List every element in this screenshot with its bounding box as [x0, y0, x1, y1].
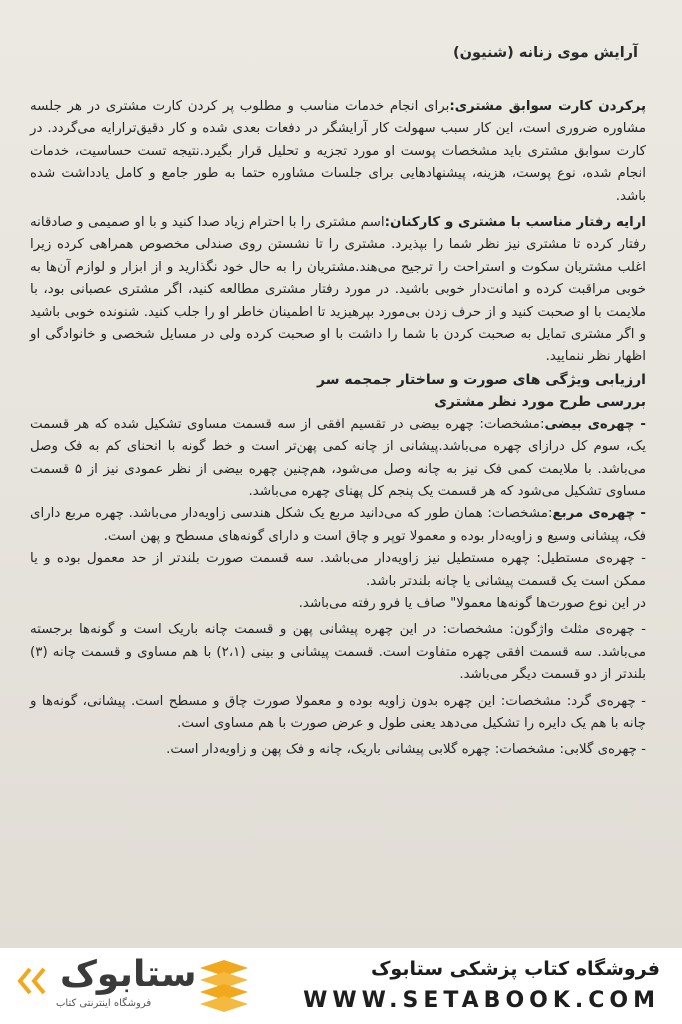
paragraph-rectangle-face: - چهره‌ی مستطیل: چهره مستطیل نیز زاویه‌دار می‌باشد. سه قسمت صورت بلندتر از حد معمول بوده و یا ممکن است یک قسمت پیشانی یا چانه بلندتر باشد.	[30, 551, 646, 589]
logo-wordmark: ستابوک	[60, 954, 197, 995]
paragraph-heading: - چهره‌ی بیضی	[544, 416, 646, 432]
section-heading-customer-design: بررسی طرح مورد نظر مشتری	[434, 394, 646, 411]
setabook-logo[interactable]	[16, 954, 276, 1018]
paragraph-text: برای انجام خدمات مناسب و مطلوب پر کردن کارت مشتری در هر جلسه مشاوره ضروری است، این کار سبب سهولت کار آرایشگر در دفعات بعدی شده و کار دقیق‌ترارایه می‌گردد. در کارت سوابق مشتری باید مشخصات پوست او مورد تجزیه و تحلیل قرار بگیرد.نتیجه تست حساسیت، خدمات انجام شده، نوع پوست، هزینه، پیشنهادهایی برای جلسات مشاوره حتما به طور جامع و کامل یادداشت شده باشد.	[30, 99, 646, 204]
page-title: آرایش موی زنانه (شنیون)	[452, 45, 638, 61]
book-stack-icon	[196, 958, 252, 1014]
paragraph-square-face	[30, 503, 646, 548]
paragraph-round-face: - چهره‌ی گرد: مشخصات: این چهره بدون زاویه بوده و معمولا صورت چاق و مسطح است. پیشانی، گونه‌ها و چانه با هم یک دایره را تشکیل می‌دهد یعنی طول و عرض صورت با هم مساوی است.	[30, 693, 646, 731]
paragraph-heading: ارایه رفتار مناسب با مشتری و کارکنان:	[384, 215, 646, 231]
paragraph-heading: پرکردن کارت سوابق مشتری:	[449, 99, 646, 114]
page-body	[30, 96, 646, 762]
paragraph-oval-face	[30, 414, 646, 504]
store-url-link[interactable]: WWW.SETABOOK.COM	[303, 988, 660, 1013]
section-heading-face-features: ارزیابی ویژگی های صورت و ساختار جمجمه سر	[317, 371, 646, 388]
paragraph-customer-behavior	[30, 212, 646, 369]
store-footer-banner	[0, 948, 682, 1024]
paragraph-triangle-face: - چهره‌ی مثلث واژگون: مشخصات: در این چهره پیشانی پهن و قسمت چانه باریک است و گونه‌ها برجسته می‌باشد. سه قسمت افقی چهره متفاوت است. قسمت پیشانی و بینی (۲،۱) با هم مساوی و قسمت چانه (۳) بلندتر از دو قسمت دیگر می‌باشد.	[30, 622, 646, 683]
logo-subtitle: فروشگاه اینترنتی کتاب	[56, 998, 152, 1009]
paragraph-text: :مشخصات: همان طور که می‌دانید مربع یک شکل هندسی زاویه‌دار می‌باشد. چهره مربع دارای فک، پیشانی وسیع و زاویه‌دار بوده و معمولا توپر و چاق است و دارای گونه‌های مسطح و پهن است.	[30, 506, 646, 544]
paragraph-text: اسم مشتری را با احترام زیاد صدا کنید و با او صمیمی و صادقانه رفتار کرده تا مشتری نیز نظر شما را بپذیرد. مشتری را تا نشستن روی صندلی مخصوص همراهی کرده زیرا اغلب مشتریان سکوت و استراحت را ترجیح می‌هند.مشتریان را به حال خود نگذارید و از ابزار و لوازم آن‌ها به خوبی مراقبت کرده و امانت‌دار خوبی باشید. در مورد رفتار مشتری مطالعه کنید، اگر مشتری عصبانی بود، با ملایمت با او صحبت کنید و از حرف زدن بی‌مورد بپرهیزید تا اطمینان خاطر او را جلب کنید. شنونده خوبی باشید و اگر مشتری تمایل به صحبت کردن با شما را داشت با او صحبت کرده ولی در مسایل شخصی و خانوادگی او اظهار نظر ننمایید.	[30, 215, 646, 365]
paragraph-customer-records	[30, 96, 646, 208]
paragraph-pear-face: - چهره‌ی گلابی: مشخصات: چهره گلابی پیشانی باریک، چانه و فک پهن و زاویه‌دار است.	[166, 742, 646, 758]
paragraph-heading: - چهره‌ی مربع	[552, 506, 646, 522]
paragraph-rectangle-note: در این نوع صورت‌ها گونه‌ها معمولا" صاف یا فرو رفته می‌باشد.	[298, 595, 646, 611]
chevrons-icon	[16, 966, 50, 996]
paragraph-text: :مشخصات: چهره بیضی در تقسیم افقی از سه قسمت مساوی تشکیل شده که هر قسمت یک، سوم کل درازای چهره می‌باشد.پیشانی از چانه کمی پهن‌تر است و خط گونه با انحنای کم به فک وصل می‌باشد. با ملایمت کمی فک نیز به چانه وصل می‌شود، هم‌چنین چهره بیضی از نظر عمودی نیز از ۵ قسمت مساوی تشکیل می‌شود که هر قسمت یک پنجم کل پهنای چهره می‌باشد.	[30, 416, 646, 499]
store-name: فروشگاه کتاب پزشکی ستابوک	[370, 958, 660, 980]
